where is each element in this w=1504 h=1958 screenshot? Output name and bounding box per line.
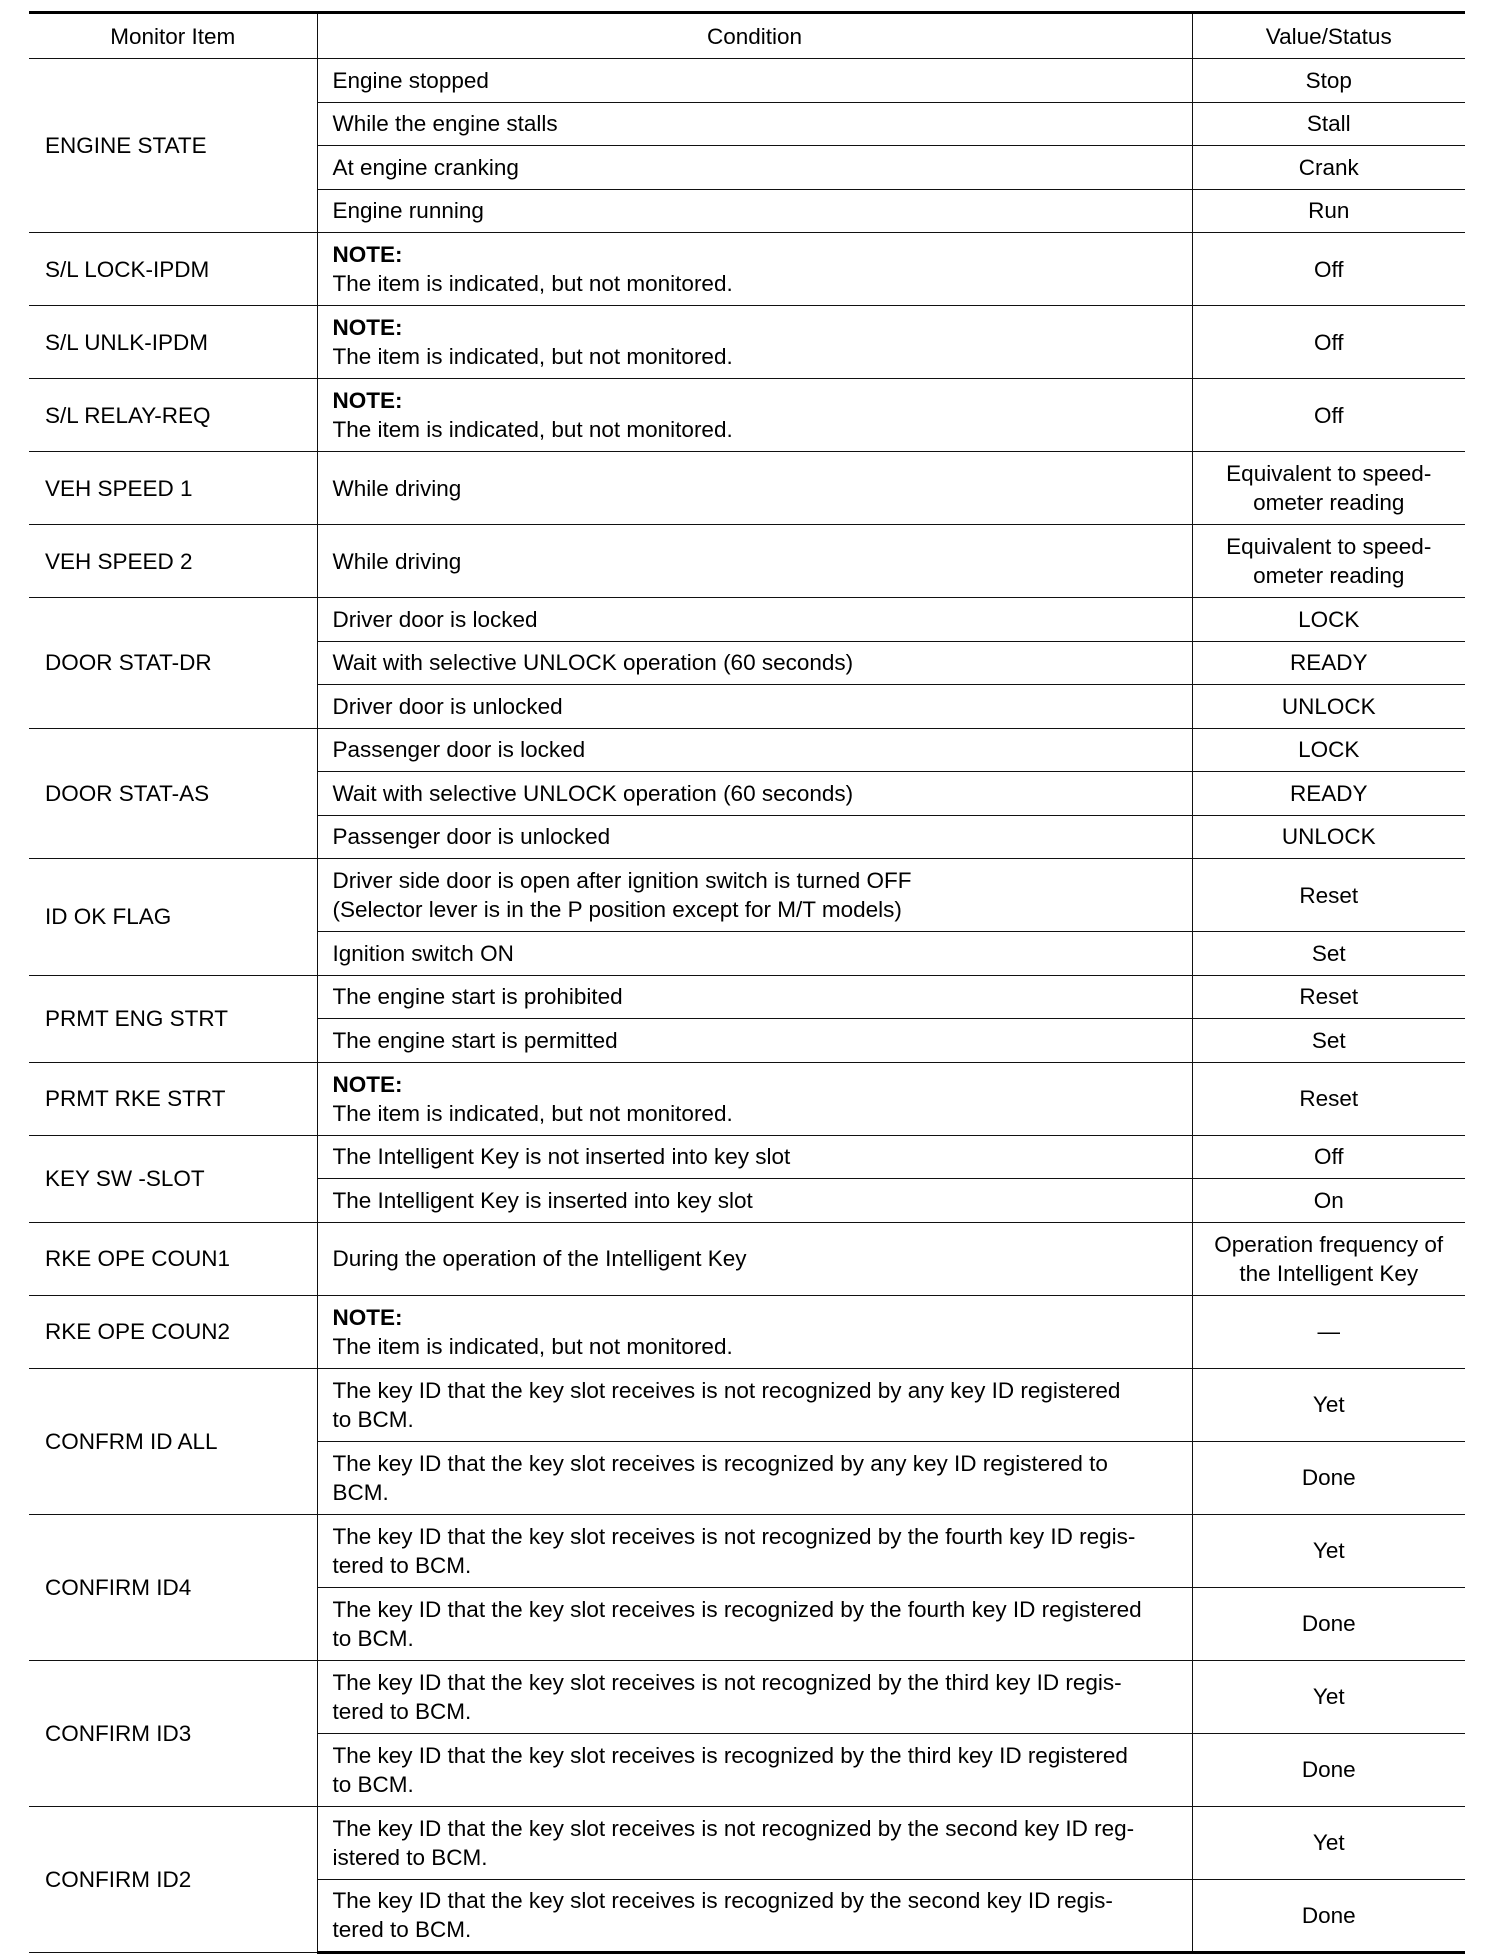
condition-cell — [317, 772, 1192, 816]
value-status-text: Yet — [1312, 1684, 1345, 1709]
condition-text: BCM. — [332, 1479, 389, 1505]
header-monitor-item: Monitor Item — [29, 13, 317, 59]
condition-text: The key ID that the key slot receives is not recognized by the third key ID regis- — [332, 1669, 1122, 1695]
condition-text: Engine stopped — [332, 67, 489, 93]
value-status-cell — [1192, 1062, 1465, 1135]
value-status-text: Done — [1301, 1902, 1356, 1928]
condition-text: Driver door is locked — [332, 606, 538, 632]
value-status-text: Off — [1313, 402, 1344, 428]
monitor-item-cell: CONFIRM ID2 — [29, 1806, 317, 1952]
monitor-item-cell: S/L UNLK-IPDM — [29, 306, 317, 379]
value-status-cell — [1192, 685, 1465, 729]
table-header-row — [29, 13, 1465, 59]
value-status-cell — [1192, 1019, 1465, 1063]
monitor-item-cell: VEH SPEED 2 — [29, 525, 317, 598]
value-status-cell — [1192, 1441, 1465, 1514]
table-row — [29, 859, 1465, 932]
value-status-text: Run — [1308, 198, 1350, 224]
condition-text: (Selector lever is in the P position except for M/T models) — [332, 897, 902, 922]
value-status-cell — [1192, 641, 1465, 685]
condition-text: The key ID that the key slot receives is not recognized by the fourth key ID regis- — [332, 1523, 1136, 1549]
condition-cell — [317, 102, 1192, 146]
condition-cell — [317, 233, 1192, 306]
value-status-cell — [1192, 772, 1465, 816]
condition-cell — [317, 1222, 1192, 1295]
condition-text: istered to BCM. — [332, 1844, 488, 1870]
monitor-item-cell: S/L LOCK-IPDM — [29, 233, 317, 306]
note-label: NOTE: — [332, 1071, 403, 1097]
value-status-cell — [1192, 1222, 1465, 1295]
value-status-text: ometer reading — [1253, 490, 1405, 515]
monitor-item-cell: CONFRM ID ALL — [29, 1368, 317, 1514]
condition-cell — [317, 641, 1192, 685]
condition-cell — [317, 859, 1192, 932]
value-status-text: Stop — [1305, 67, 1352, 93]
condition-cell — [317, 728, 1192, 772]
condition-cell — [317, 1062, 1192, 1135]
condition-text: The engine start is prohibited — [332, 984, 623, 1010]
value-status-cell — [1192, 598, 1465, 642]
value-status-text: Reset — [1299, 882, 1359, 908]
value-status-text: Reset — [1299, 984, 1359, 1010]
value-status-cell — [1192, 189, 1465, 233]
table-row — [29, 59, 1465, 103]
table-row — [29, 525, 1465, 598]
table-row — [29, 379, 1465, 452]
table-row — [29, 1806, 1465, 1879]
value-status-text: Yet — [1312, 1392, 1345, 1417]
monitor-item-cell: ID OK FLAG — [29, 859, 317, 976]
value-status-cell — [1192, 1295, 1465, 1368]
value-status-cell — [1192, 379, 1465, 452]
condition-text: tered to BCM. — [332, 1552, 472, 1578]
monitor-item-cell: PRMT ENG STRT — [29, 975, 317, 1062]
value-status-text: LOCK — [1298, 606, 1360, 632]
condition-cell — [317, 1733, 1192, 1806]
note-label: NOTE: — [332, 315, 403, 340]
condition-cell — [317, 685, 1192, 729]
table-row — [29, 452, 1465, 525]
value-status-cell — [1192, 525, 1465, 598]
table-row — [29, 1660, 1465, 1733]
monitor-item-cell: KEY SW -SLOT — [29, 1135, 317, 1222]
monitor-item-table — [29, 11, 1465, 1954]
note-text: The item is indicated, but not monitored. — [332, 417, 733, 442]
header-condition: Condition — [317, 13, 1192, 59]
note-text: The item is indicated, but not monitored. — [332, 271, 733, 296]
monitor-item-cell: CONFIRM ID3 — [29, 1660, 317, 1806]
condition-cell — [317, 146, 1192, 190]
value-status-cell — [1192, 1879, 1465, 1952]
value-status-text: Crank — [1298, 154, 1359, 180]
value-status-text: Yet — [1312, 1538, 1345, 1563]
value-status-cell — [1192, 815, 1465, 859]
value-status-text: Stall — [1306, 111, 1351, 137]
condition-text: Driver side door is open after ignition switch is turned OFF — [332, 868, 912, 893]
condition-text: The key ID that the key slot receives is recognized by any key ID registered to — [332, 1450, 1108, 1476]
value-status-cell — [1192, 1514, 1465, 1587]
condition-text: tered to BCM. — [332, 1698, 472, 1724]
note-text: The item is indicated, but not monitored. — [332, 1333, 733, 1359]
value-status-text: Done — [1301, 1757, 1356, 1782]
value-status-text: Set — [1311, 940, 1346, 966]
value-status-text: UNLOCK — [1281, 824, 1376, 850]
value-status-cell — [1192, 1179, 1465, 1223]
condition-cell — [317, 1660, 1192, 1733]
condition-cell — [317, 815, 1192, 859]
monitor-item-cell: VEH SPEED 1 — [29, 452, 317, 525]
value-status-text: Set — [1311, 1027, 1346, 1053]
condition-text: The key ID that the key slot receives is recognized by the fourth key ID registered — [332, 1596, 1142, 1622]
value-status-text: READY — [1289, 650, 1368, 676]
condition-cell — [317, 189, 1192, 233]
condition-text: The key ID that the key slot receives is not recognized by the second key ID reg- — [332, 1815, 1135, 1841]
value-status-text: Operation frequency of — [1214, 1231, 1444, 1257]
condition-cell — [317, 1441, 1192, 1514]
condition-cell — [317, 1587, 1192, 1660]
table-row — [29, 1222, 1465, 1295]
table-row — [29, 306, 1465, 379]
value-status-cell — [1192, 59, 1465, 103]
value-status-text: READY — [1289, 780, 1368, 806]
monitor-item-cell: PRMT RKE STRT — [29, 1062, 317, 1135]
condition-cell — [317, 306, 1192, 379]
value-status-text: ometer reading — [1253, 563, 1405, 588]
condition-text: The key ID that the key slot receives is recognized by the second key ID regis- — [332, 1888, 1113, 1913]
condition-cell — [317, 1135, 1192, 1179]
condition-text: Passenger door is locked — [332, 737, 586, 763]
table-body — [29, 59, 1465, 1953]
condition-cell — [317, 598, 1192, 642]
condition-cell — [317, 1295, 1192, 1368]
value-status-cell — [1192, 859, 1465, 932]
condition-text: Wait with selective UNLOCK operation (60 seconds) — [332, 780, 854, 806]
condition-text: Ignition switch ON — [332, 940, 514, 966]
value-status-text: the Intelligent Key — [1239, 1260, 1419, 1286]
condition-cell — [317, 1806, 1192, 1879]
condition-cell — [317, 1179, 1192, 1223]
note-text: The item is indicated, but not monitored. — [332, 1100, 733, 1126]
condition-text: The key ID that the key slot receives is not recognized by any key ID registered — [332, 1377, 1121, 1403]
value-status-text: Off — [1313, 1144, 1344, 1170]
value-status-text: Yet — [1312, 1830, 1345, 1855]
monitor-item-cell: S/L RELAY-REQ — [29, 379, 317, 452]
condition-text: tered to BCM. — [332, 1917, 472, 1942]
condition-text: to BCM. — [332, 1771, 414, 1797]
condition-text: to BCM. — [332, 1406, 414, 1432]
condition-text: The Intelligent Key is inserted into key slot — [332, 1187, 753, 1213]
value-status-cell — [1192, 1660, 1465, 1733]
condition-cell — [317, 1368, 1192, 1441]
table-row — [29, 1368, 1465, 1441]
value-status-text: UNLOCK — [1281, 693, 1376, 719]
note-label: NOTE: — [332, 242, 403, 267]
value-status-cell — [1192, 1368, 1465, 1441]
monitor-item-cell: ENGINE STATE — [29, 59, 317, 233]
monitor-item-cell: DOOR STAT-AS — [29, 728, 317, 859]
value-status-text: Equivalent to speed- — [1226, 461, 1432, 486]
value-status-text: — — [1317, 1319, 1340, 1344]
table-row — [29, 233, 1465, 306]
value-status-cell — [1192, 452, 1465, 525]
condition-cell — [317, 975, 1192, 1019]
condition-text: Passenger door is unlocked — [332, 824, 611, 850]
value-status-text: Done — [1301, 1465, 1356, 1490]
condition-text: During the operation of the Intelligent Key — [332, 1246, 747, 1271]
value-status-cell — [1192, 1733, 1465, 1806]
condition-cell — [317, 1514, 1192, 1587]
condition-text: While the engine stalls — [332, 111, 558, 137]
value-status-cell — [1192, 975, 1465, 1019]
value-status-text: Done — [1301, 1611, 1356, 1636]
condition-text: The engine start is permitted — [332, 1027, 618, 1053]
condition-text: The key ID that the key slot receives is recognized by the third key ID registered — [332, 1742, 1128, 1768]
table-row — [29, 1062, 1465, 1135]
condition-cell — [317, 379, 1192, 452]
value-status-cell — [1192, 932, 1465, 976]
value-status-text: LOCK — [1298, 737, 1360, 763]
condition-text: At engine cranking — [332, 154, 519, 180]
note-label: NOTE: — [332, 388, 403, 413]
value-status-cell — [1192, 102, 1465, 146]
note-text: The item is indicated, but not monitored. — [332, 344, 733, 369]
value-status-cell — [1192, 728, 1465, 772]
table-row — [29, 975, 1465, 1019]
value-status-cell — [1192, 1587, 1465, 1660]
condition-cell — [317, 59, 1192, 103]
value-status-cell — [1192, 233, 1465, 306]
value-status-text: On — [1313, 1187, 1344, 1213]
condition-cell — [317, 452, 1192, 525]
value-status-cell — [1192, 146, 1465, 190]
condition-text: The Intelligent Key is not inserted into key slot — [332, 1144, 791, 1170]
condition-cell — [317, 1879, 1192, 1952]
value-status-cell — [1192, 1806, 1465, 1879]
value-status-cell — [1192, 1135, 1465, 1179]
value-status-text: Equivalent to speed- — [1226, 534, 1432, 559]
table-row — [29, 1135, 1465, 1179]
condition-cell — [317, 932, 1192, 976]
condition-cell — [317, 525, 1192, 598]
header-value-status: Value/Status — [1192, 13, 1465, 59]
table-row — [29, 1514, 1465, 1587]
condition-text: Engine running — [332, 198, 484, 224]
note-label: NOTE: — [332, 1304, 403, 1330]
monitor-item-cell: DOOR STAT-DR — [29, 598, 317, 729]
monitor-item-cell: RKE OPE COUN1 — [29, 1222, 317, 1295]
table-row — [29, 1295, 1465, 1368]
value-status-text: Off — [1313, 256, 1344, 282]
table-row — [29, 728, 1465, 772]
monitor-item-cell: CONFIRM ID4 — [29, 1514, 317, 1660]
condition-text: to BCM. — [332, 1625, 414, 1651]
table-row — [29, 598, 1465, 642]
condition-text: While driving — [332, 548, 462, 574]
condition-text: Wait with selective UNLOCK operation (60 seconds) — [332, 650, 854, 676]
condition-text: Driver door is unlocked — [332, 693, 563, 719]
value-status-text: Reset — [1299, 1086, 1359, 1111]
monitor-item-cell: RKE OPE COUN2 — [29, 1295, 317, 1368]
condition-cell — [317, 1019, 1192, 1063]
value-status-text: Off — [1313, 329, 1344, 355]
condition-text: While driving — [332, 475, 462, 501]
value-status-cell — [1192, 306, 1465, 379]
